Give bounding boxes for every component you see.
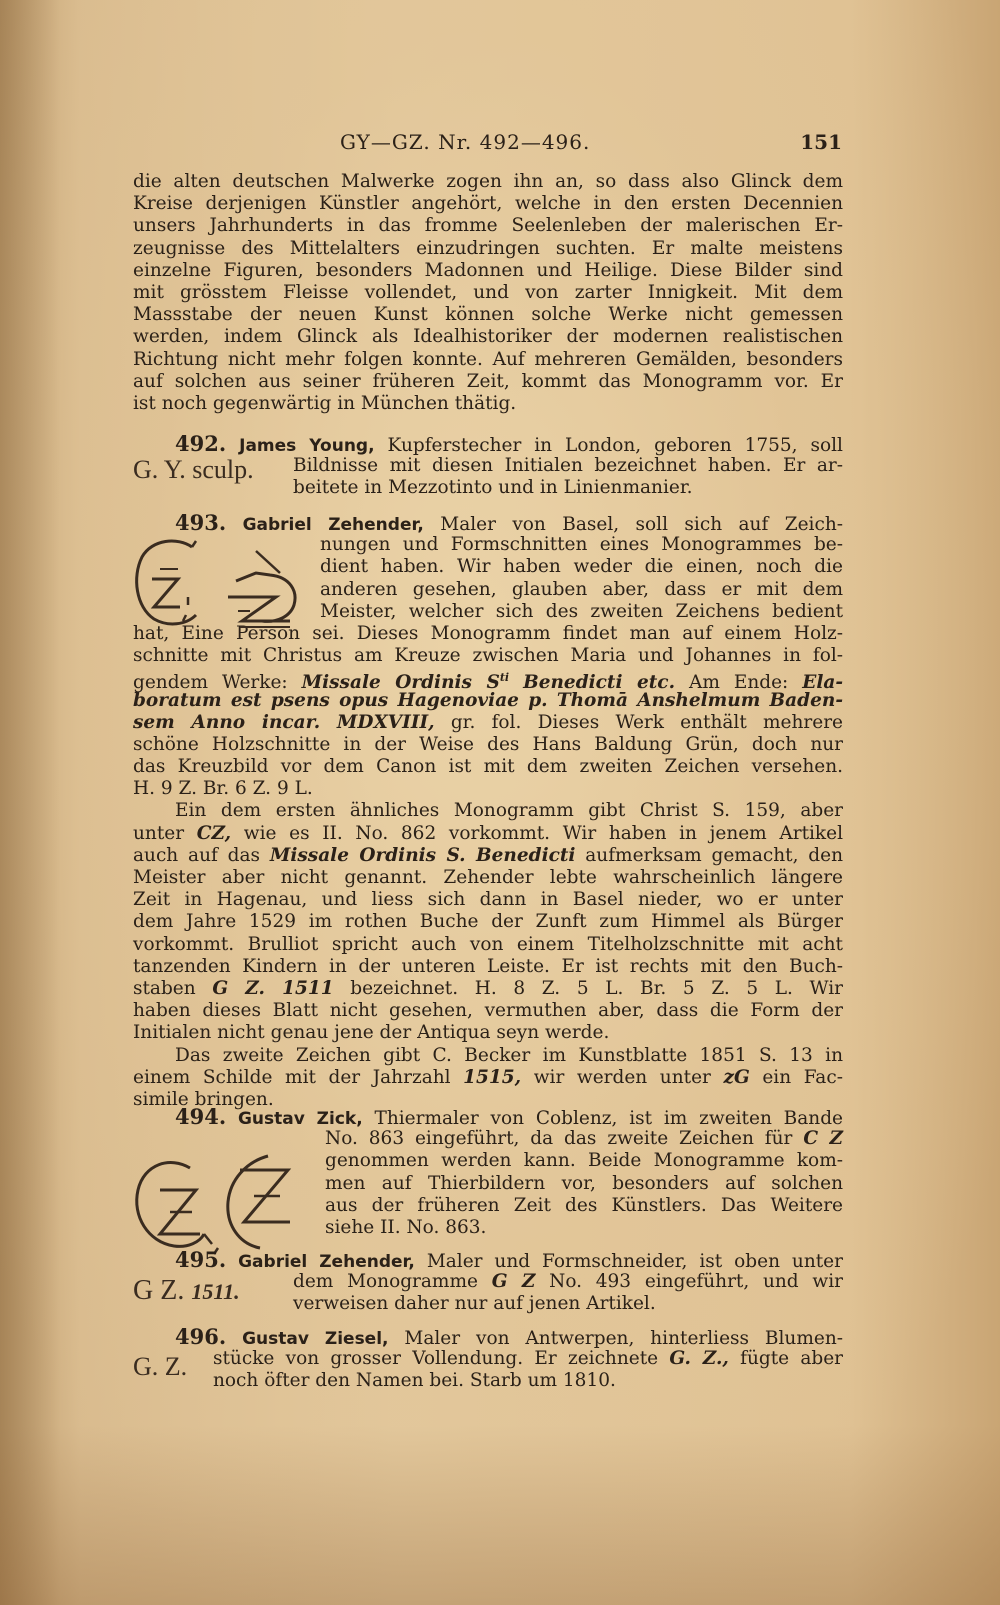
book-title: Ela- bbox=[802, 672, 844, 694]
text-fragment: fügte aber bbox=[740, 1348, 843, 1370]
text-line: Zeit in Hagenau, und liess sich dann in Basel nieder, wo er unter bbox=[133, 889, 843, 911]
text-fragment: aufmerksam gemacht, den bbox=[585, 844, 843, 866]
text-line: ist noch gegenwärtig in München thätig. bbox=[133, 392, 517, 414]
text-line: einzelne Figuren, besonders Madonnen und Heilige. Diese Bilder sind bbox=[133, 259, 843, 281]
running-title: GY—GZ. Nr. 492—496. bbox=[340, 130, 591, 154]
monogram-reference: C Z bbox=[803, 1128, 843, 1150]
text-fragment: dem Monogramme bbox=[293, 1271, 478, 1293]
book-title: Benedicti etc. bbox=[523, 672, 676, 694]
monogram-gz-1511 bbox=[133, 1275, 240, 1307]
entry-heading bbox=[133, 433, 843, 455]
colophon-fragment: sem Anno incar. MDXVIII, bbox=[133, 711, 435, 733]
monogram-gz-ziesel: G. Z. bbox=[133, 1352, 188, 1381]
text-line: Meister, welcher sich des zweiten Zeichens bedient bbox=[320, 600, 843, 622]
monogram-reference: G Z. 1511 bbox=[212, 977, 334, 999]
entry-artist-name: Gustav Zick, bbox=[237, 1109, 363, 1129]
book-title: Missale Ordinis S bbox=[301, 672, 500, 694]
text-line: Maler und Formschneider, ist oben unter bbox=[426, 1251, 843, 1272]
text-line: beitete in Mezzotinto und in Linienmanier. bbox=[293, 477, 693, 499]
text-fragment: einem Schilde mit der Jahrzahl bbox=[133, 1066, 451, 1088]
monogram-gz-zick-icon bbox=[130, 1150, 310, 1260]
text-line: noch öfter den Namen bei. Starb um 1810. bbox=[213, 1370, 616, 1392]
text-line: Meister aber nicht genannt. Zehender lebte wahrscheinlich längere bbox=[133, 867, 843, 888]
text-fragment: Am Ende: bbox=[688, 672, 789, 694]
text-line: H. 9 Z. Br. 6 Z. 9 L. bbox=[133, 778, 313, 800]
colophon-line: boratum est psens opus Hagenoviae p. Thomā Anshelmum Baden- bbox=[133, 689, 843, 711]
entry-number: 492. bbox=[175, 431, 227, 456]
entry-number: 496. bbox=[175, 1324, 227, 1349]
monogram-reference: G Z bbox=[491, 1271, 536, 1293]
text-fragment: unter bbox=[133, 822, 185, 844]
text-fragment: auch auf das bbox=[133, 844, 261, 866]
text-line: dem Jahre 1529 im rothen Buche der Zunft zum Himmel als Bürger bbox=[133, 911, 843, 933]
text-line: schöne Holzschnitte in der Weise des Hans Baldung Grün, doch nur bbox=[133, 733, 843, 755]
text-line: Kupferstecher in London, geboren 1755, soll bbox=[387, 435, 843, 456]
text-line: Maler von Basel, soll sich auf Zeich- bbox=[440, 514, 843, 535]
entry-number: 493. bbox=[175, 510, 227, 535]
text-fragment: staben bbox=[133, 977, 196, 999]
monogram-gz-zehender-icon bbox=[130, 535, 330, 635]
text-line: Massstabe der neuen Kunst können solche Werke nicht gemessen bbox=[133, 304, 843, 326]
text-line: zeugnisse des Mittelalters einzudringen suchten. Er malte meistens bbox=[133, 237, 843, 259]
text-line: dient haben. Wir haben weder die einen, noch die bbox=[320, 556, 843, 578]
text-fragment: bezeichnet. H. 8 Z. 5 L. Br. 5 Z. 5 L. Wir bbox=[350, 977, 844, 999]
text-line: anderen gesehen, glauben aber, dass er mit dem bbox=[320, 578, 843, 600]
text-line: vorkommt. Brulliot spricht auch von einem Titelholzschnitte mit acht bbox=[133, 933, 843, 955]
monogram-letters: G Z. bbox=[133, 1275, 185, 1306]
text-line: auf solchen aus seiner früheren Zeit, kommt das Monogramm vor. Er bbox=[133, 370, 843, 392]
monogram-reference: zG bbox=[723, 1066, 750, 1088]
text-line: Initialen nicht genau jene der Antiqua seyn werde. bbox=[133, 1022, 610, 1044]
text-line: schnitte mit Christus am Kreuze zwischen Maria und Johannes in fol- bbox=[133, 645, 843, 667]
text-line: nungen und Formschnitten eines Monogrammes be- bbox=[320, 534, 843, 556]
text-line bbox=[133, 1128, 843, 1150]
text-line bbox=[133, 667, 844, 694]
text-line bbox=[133, 1067, 843, 1089]
monogram-reference: CZ, bbox=[196, 822, 232, 844]
text-line: men auf Thierbildern vor, besonders auf solchen bbox=[325, 1172, 843, 1194]
text-fragment: wir werden unter bbox=[533, 1066, 711, 1088]
text-line: Das zweite Zeichen gibt C. Becker im Kunstblatte 1851 S. 13 in bbox=[175, 1044, 843, 1066]
monogram-gy-sculp: G. Y. sculp. bbox=[133, 455, 254, 484]
text-line bbox=[133, 845, 843, 867]
entry-artist-name: Gabriel Zehender, bbox=[242, 515, 424, 535]
text-line: siehe II. No. 863. bbox=[325, 1216, 487, 1238]
text-line: das Kreuzbild vor dem Canon ist mit dem zweiten Zeichen versehen. bbox=[133, 756, 843, 778]
text-line: werden, indem Glinck als Idealhistoriker der modernen realistischen bbox=[133, 326, 843, 348]
text-line: genommen werden kann. Beide Monogramme kom- bbox=[325, 1150, 843, 1172]
text-fragment: gr. fol. Dieses Werk enthält mehrere bbox=[450, 711, 843, 733]
entry-artist-name: Gustav Ziesel, bbox=[242, 1329, 389, 1349]
text-line: haben dieses Blatt nicht gesehen, vermuthen aber, dass die Form der bbox=[133, 1000, 843, 1022]
text-line: verweisen daher nur auf jenen Artikel. bbox=[293, 1293, 656, 1315]
text-fragment: No. 863 eingeführt, da das zweite Zeichen für bbox=[325, 1128, 793, 1150]
intro-paragraph bbox=[133, 171, 843, 415]
text-line: aus der früheren Zeit des Künstlers. Das Weitere bbox=[325, 1194, 843, 1216]
text-line: unsers Jahrhunderts in das fromme Seelenleben der malerischen Er- bbox=[133, 215, 843, 237]
entry-number: 495. bbox=[175, 1247, 227, 1272]
book-title-superscript: ti bbox=[499, 671, 510, 685]
text-line: Maler von Antwerpen, hinterliess Blumen- bbox=[404, 1328, 843, 1349]
page-edge-shadow bbox=[0, 0, 60, 1605]
page-number: 151 bbox=[800, 130, 842, 154]
page-bottom-shadow bbox=[0, 1425, 1000, 1605]
page-header bbox=[130, 130, 842, 158]
text-fragment: gendem Werke: bbox=[133, 672, 288, 694]
text-line: Bildnisse mit diesen Initialen bezeichnet haben. Er ar- bbox=[293, 455, 843, 477]
entry-heading bbox=[133, 1106, 843, 1128]
entry-artist-name: Gabriel Zehender, bbox=[238, 1252, 415, 1272]
text-fragment: wie es II. No. 862 vorkommt. Wir haben in jenem Artikel bbox=[243, 822, 844, 844]
text-line: Richtung nicht mehr folgen konnte. Auf mehreren Gemälden, besonders bbox=[133, 348, 843, 370]
text-line: Ein dem ersten ähnliches Monogramm gibt Christ S. 159, aber bbox=[175, 800, 843, 822]
text-line: mit grösstem Fleisse vollendet, und von zarter Innigkeit. Mit dem bbox=[133, 281, 843, 303]
text-line: hat, Eine Person sei. Dieses Monogramm findet man auf einem Holz- bbox=[133, 622, 843, 644]
entry-heading bbox=[133, 1249, 843, 1271]
text-line: tanzenden Kindern in der unteren Leiste. Er ist rechts mit den Buch- bbox=[133, 955, 843, 977]
text-line: simile bringen. bbox=[133, 1088, 274, 1110]
text-line bbox=[133, 823, 843, 845]
text-line bbox=[133, 712, 843, 734]
monogram-year: 1511. bbox=[191, 1279, 240, 1304]
text-fragment: No. 493 eingeführt, und wir bbox=[549, 1271, 843, 1293]
entry-heading bbox=[133, 512, 843, 534]
text-fragment: stücke von grosser Vollendung. Er zeichnete bbox=[213, 1348, 659, 1370]
text-line bbox=[133, 978, 843, 1000]
text-fragment: ein Fac- bbox=[762, 1066, 843, 1088]
book-title: Missale Ordinis S. Benedicti bbox=[269, 844, 576, 866]
year-reference: 1515, bbox=[463, 1066, 522, 1088]
text-line: die alten deutschen Malwerke zogen ihn an, so dass also Glinck dem bbox=[133, 171, 843, 192]
entry-number: 494. bbox=[175, 1104, 227, 1129]
entry-496 bbox=[133, 1326, 843, 1393]
text-line bbox=[133, 1348, 843, 1370]
text-line: Thiermaler von Coblenz, ist im zweiten Bande bbox=[374, 1108, 843, 1129]
entry-heading bbox=[133, 1326, 843, 1348]
monogram-reference: G. Z., bbox=[669, 1348, 729, 1370]
text-line: Kreise derjenigen Künstler angehört, welche in den ersten Decennien bbox=[133, 193, 843, 215]
entry-artist-name: James Young, bbox=[239, 436, 375, 456]
